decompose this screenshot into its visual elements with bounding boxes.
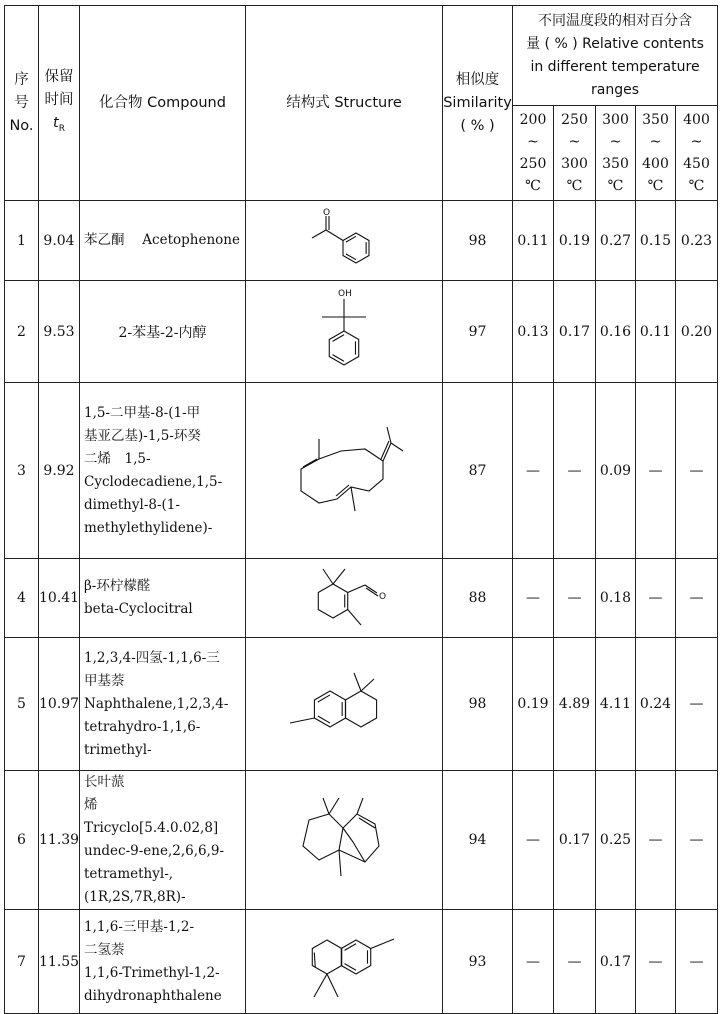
header-contents-line-1: 不同温度段的相对百分含: [538, 12, 692, 29]
header-contents: [513, 6, 718, 106]
structure-cell: [246, 771, 443, 910]
table-row: [5, 638, 718, 771]
compound-name-line: 二烯 1,5-: [84, 450, 151, 467]
range-tilde: ~: [527, 134, 539, 150]
compound-name-line: β-环柠檬醛: [84, 578, 151, 594]
relative-content-value: —: [676, 383, 718, 559]
range-header-3: [636, 106, 676, 201]
retention-time: 11.39: [39, 771, 80, 910]
range-unit: ℃: [566, 178, 583, 194]
relative-content-value: 0.16: [596, 281, 636, 383]
relative-content-value: —: [676, 910, 718, 1014]
retention-time: 11.55: [39, 910, 80, 1014]
header-compound: 化合物 Compound: [80, 6, 246, 201]
retention-time: 10.97: [39, 638, 80, 771]
compound-name-line: 二氢萘: [84, 941, 125, 958]
relative-content-value: —: [554, 383, 596, 559]
table-row: [5, 910, 718, 1014]
retention-time: 9.53: [39, 281, 80, 383]
compound-name-line: trimethyl-: [84, 741, 152, 758]
compound-name-line: tetrahydro-1,1,6-: [84, 718, 201, 735]
header-rt-subscript: R: [58, 123, 65, 134]
range-lo: 200: [519, 112, 547, 128]
relative-content-value: —: [636, 559, 676, 638]
structure-cell: [246, 383, 443, 559]
structure-cell: [246, 281, 443, 383]
similarity-value: 93: [443, 910, 513, 1014]
relative-content-value: 0.11: [513, 201, 554, 281]
range-tilde: ~: [609, 134, 622, 150]
acetophenone-structure: [294, 206, 394, 276]
range-header-0: [513, 106, 554, 201]
relative-content-value: 0.19: [554, 201, 596, 281]
relative-content-value: —: [554, 910, 596, 1014]
relative-content-value: 4.11: [596, 638, 636, 771]
table-row: [5, 559, 718, 638]
compound-name: [80, 638, 246, 771]
compound-name-line: 1,2,3,4-四氢-1,1,6-三: [84, 649, 220, 666]
row-number: 2: [5, 281, 39, 383]
compound-name-line: 1,1,6-三甲基-1,2-: [84, 918, 195, 935]
relative-content-value: —: [676, 638, 718, 771]
relative-content-value: 0.15: [636, 201, 676, 281]
compound-name: [80, 201, 246, 281]
table-row: [5, 201, 718, 281]
similarity-value: 98: [443, 638, 513, 771]
range-tilde: ~: [690, 134, 703, 150]
retention-time: 9.92: [39, 383, 80, 559]
relative-content-value: 4.89: [554, 638, 596, 771]
header-contents-line-2: 量 ( % ) Relative contents: [526, 35, 704, 52]
relative-content-value: 0.13: [513, 281, 554, 383]
relative-content-value: —: [636, 383, 676, 559]
relative-content-value: 0.17: [596, 910, 636, 1014]
range-unit: ℃: [607, 178, 624, 194]
header-similarity-cn: 相似度: [455, 71, 500, 88]
table-row: [5, 281, 718, 383]
compound-name-line: 2-苯基-2-内醇: [118, 324, 207, 341]
similarity-value: 97: [443, 281, 513, 383]
header-similarity: [443, 6, 513, 201]
tetrahydronaphthalene-structure: [274, 659, 414, 749]
range-header-1: [554, 106, 596, 201]
range-unit: ℃: [525, 178, 541, 194]
relative-content-value: 0.17: [554, 281, 596, 383]
cyclodecadiene-structure: [279, 421, 409, 521]
range-header-2: [596, 106, 636, 201]
row-number: 6: [5, 771, 39, 910]
structure-cell: [246, 910, 443, 1014]
relative-content-value: —: [513, 383, 554, 559]
header-no: [5, 6, 39, 201]
header-rt-cn-1: 保留: [44, 68, 74, 85]
header-similarity-en: Similarity: [443, 94, 512, 111]
header-no-cn-1: 序: [14, 71, 29, 88]
structure-oh-label: OH: [338, 288, 352, 299]
relative-content-value: 0.27: [596, 201, 636, 281]
relative-content-value: 0.24: [636, 638, 676, 771]
range-lo: 250: [561, 112, 588, 128]
range-hi: 350: [602, 156, 629, 172]
structure-o-label: O: [323, 207, 331, 218]
structure-cell: [246, 559, 443, 638]
row-number: 5: [5, 638, 39, 771]
retention-time: 10.41: [39, 559, 80, 638]
relative-content-value: —: [554, 559, 596, 638]
header-retention-time: [39, 6, 80, 201]
range-tilde: ~: [568, 134, 581, 150]
relative-content-value: 0.20: [676, 281, 718, 383]
range-hi: 400: [642, 156, 669, 172]
compound-name: [80, 383, 246, 559]
relative-content-value: —: [636, 771, 676, 910]
compound-name-line: 烯 Tricyclo[5.4.0.02,8]: [84, 797, 219, 836]
relative-content-value: 0.09: [596, 383, 636, 559]
compound-name-line: beta-Cyclocitral: [84, 601, 193, 617]
compound-name-line: (1R,2S,7R,8R)-: [84, 889, 186, 905]
compound-name-line: Naphthalene,1,2,3,4-: [84, 695, 229, 712]
compound-name-line: 1,5-二甲基-8-(1-甲: [84, 404, 201, 421]
structure-cell: [246, 638, 443, 771]
range-hi: 300: [561, 156, 588, 172]
compound-name: [80, 771, 246, 910]
compound-name-line: tetramethyl-,: [84, 866, 174, 882]
phenylpropanol-structure: [294, 284, 394, 380]
relative-content-value: 0.17: [554, 771, 596, 910]
table-row: [5, 383, 718, 559]
range-hi: 250: [519, 156, 547, 172]
relative-content-value: 0.19: [513, 638, 554, 771]
retention-time: 9.04: [39, 201, 80, 281]
tricycloundecene-structure: [279, 790, 409, 890]
compound-name-line: dihydronaphthalene: [84, 987, 222, 1004]
compound-name: [80, 559, 246, 638]
header-rt-cn-2: 时间: [44, 91, 74, 108]
range-lo: 400: [683, 112, 710, 128]
relative-content-value: —: [513, 559, 554, 638]
similarity-value: 88: [443, 559, 513, 638]
similarity-value: 94: [443, 771, 513, 910]
compound-name-line: Cyclodecadiene,1,5-: [84, 473, 223, 490]
header-rt-symbol: t: [53, 114, 59, 131]
similarity-value: 98: [443, 201, 513, 281]
header-structure: 结构式 Structure: [246, 6, 443, 201]
dihydronaphthalene-structure: [274, 917, 414, 1007]
relative-content-value: 0.25: [596, 771, 636, 910]
range-hi: 450: [683, 156, 710, 172]
structure-cell: [246, 201, 443, 281]
similarity-value: 87: [443, 383, 513, 559]
compound-name-line: undec-9-ene,2,6,6,9-: [84, 843, 225, 859]
header-no-en: No.: [9, 117, 34, 134]
relative-content-value: 0.18: [596, 559, 636, 638]
compound-name-line: 苯乙酮 Acetophenone: [84, 232, 240, 248]
header-contents-line-4: ranges: [591, 81, 640, 98]
relative-content-value: —: [513, 910, 554, 1014]
range-unit: ℃: [688, 178, 705, 194]
range-tilde: ~: [649, 134, 662, 150]
compound-name-line: 甲基萘: [84, 672, 125, 689]
compound-name-line: 长叶蒎: [84, 774, 125, 790]
table-row: [5, 771, 718, 910]
range-header-4: [676, 106, 718, 201]
row-number: 1: [5, 201, 39, 281]
header-contents-line-3: in different temperature: [530, 58, 700, 75]
relative-content-value: —: [676, 559, 718, 638]
relative-content-value: —: [636, 910, 676, 1014]
cyclocitral-structure: [289, 559, 399, 637]
range-lo: 300: [602, 112, 629, 128]
header-similarity-unit: ( % ): [460, 117, 495, 134]
relative-content-value: 0.11: [636, 281, 676, 383]
compound-name-line: 基亚乙基)-1,5-环癸: [84, 427, 201, 444]
compound-name-line: methylethylidene)-: [84, 519, 213, 536]
compound-name: [80, 281, 246, 383]
compound-name-line: 1,1,6-Trimethyl-1,2-: [84, 964, 220, 981]
row-number: 3: [5, 383, 39, 559]
relative-content-value: —: [676, 771, 718, 910]
compound-table: [4, 5, 718, 1014]
range-unit: ℃: [647, 178, 664, 194]
compound-name: [80, 910, 246, 1014]
range-lo: 350: [642, 112, 669, 128]
structure-o-label: O: [379, 592, 387, 602]
row-number: 4: [5, 559, 39, 638]
relative-content-value: 0.23: [676, 201, 718, 281]
row-number: 7: [5, 910, 39, 1014]
compound-name-line: dimethyl-8-(1-: [84, 496, 180, 513]
relative-content-value: —: [513, 771, 554, 910]
header-no-cn-2: 号: [14, 94, 29, 111]
